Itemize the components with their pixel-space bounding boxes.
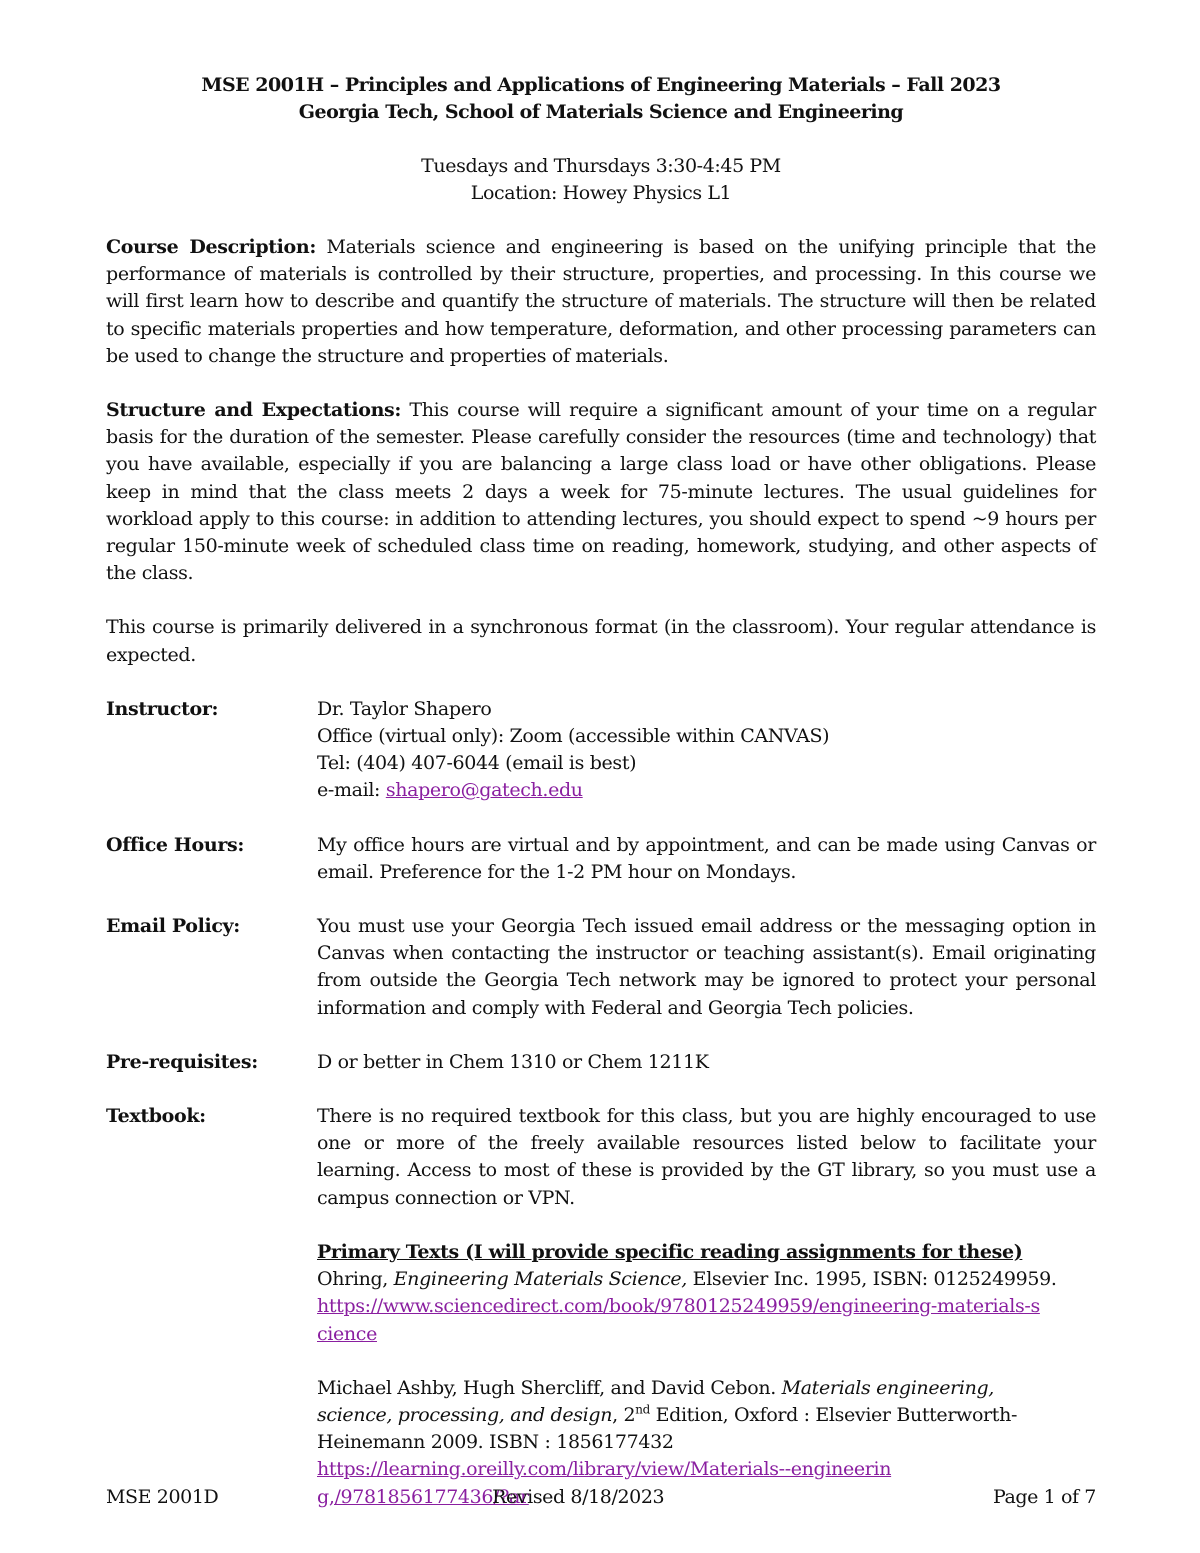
email-policy-section <box>106 913 1096 1022</box>
textbook-label: Textbook: <box>106 1105 206 1128</box>
class-location: Location: Howey Physics L1 <box>470 182 732 204</box>
school-title: Georgia Tech, School of Materials Science and Engineering <box>298 101 904 123</box>
footer-page-number: Page 1 of 7 <box>992 1486 1096 1508</box>
book1-author: Ohring, <box>317 1268 394 1291</box>
office-hours-section <box>106 832 1096 886</box>
book1-details: Elsevier Inc. 1995, ISBN: 0125249959. <box>686 1268 1057 1291</box>
footer-revised: Revised 8/18/2023 <box>492 1486 665 1508</box>
book2-edition-sup: nd <box>635 1402 650 1417</box>
footer-course-code: MSE 2001D <box>106 1486 219 1508</box>
textbook-details <box>317 1103 1096 1511</box>
course-title: MSE 2001H – Principles and Applications of Engineering Materials – Fall 2023 <box>201 74 1001 96</box>
instructor-tel: Tel: (404) 407-6044 (email is best) <box>317 752 637 775</box>
instructor-label: Instructor: <box>106 697 219 720</box>
textbook-section <box>106 1103 1096 1511</box>
instructor-name: Dr. Taylor Shapero <box>317 697 492 720</box>
email-policy-label: Email Policy: <box>106 915 240 938</box>
book2-title: Materials engineering, science, processing, and design <box>317 1376 994 1426</box>
instructor-section <box>106 696 1096 805</box>
book1-title: Engineering Materials Science, <box>393 1268 687 1291</box>
instructor-email-link[interactable]: shapero@gatech.edu <box>385 779 583 802</box>
book2-edition-post: Edition, Oxford : Elsevier Butterworth-Heinemann 2009. ISBN : 1856177432 <box>317 1403 1018 1454</box>
book2-edition-pre: , 2 <box>612 1403 636 1426</box>
textbook-text: There is no required textbook for this class, but you are highly encouraged to use one or more of the freely available resources listed below to facilitate your learning. Access to most of these is provided by the GT library, so you must use a campus connection or VPN. <box>317 1105 1096 1209</box>
instructor-email-line <box>317 777 1096 804</box>
prerequisites-section <box>106 1049 1096 1076</box>
office-hours-label: Office Hours: <box>106 833 244 856</box>
book2-link[interactable]: https://learning.oreilly.com/library/view/Materials--engineering,/9781856177436/?ar <box>317 1458 892 1508</box>
book2-authors: Michael Ashby, Hugh Shercliff, and David Cebon. <box>317 1376 782 1399</box>
syllabus-page <box>106 72 1096 1511</box>
course-description-text: Materials science and engineering is based on the unifying principle that the performance of materials is controlled by their structure, properties, and processing. In this course we will first learn how to describe and quantify the structure of materials. The structure will then be related to specific materials properties and how temperature, deformation, and other processing parameters can be used to change the structure and properties of materials. <box>106 236 1096 367</box>
instructor-details <box>317 696 1096 805</box>
schedule-block <box>106 153 1096 207</box>
office-hours-text: My office hours are virtual and by appointment, and can be made using Canvas or email. Preference for the 1-2 PM hour on Mondays. <box>317 833 1096 883</box>
prerequisites-text: D or better in Chem 1310 or Chem 1211K <box>317 1050 709 1073</box>
book1-link[interactable]: https://www.sciencedirect.com/book/9780125249959/engineering-materials-science <box>317 1295 1040 1345</box>
structure-expectations-text: This course will require a significant amount of your time on a regular basis for the duration of the semester. Please carefully consider the resources (time and technology) that you have available, especially if you are balancing a large class load or have other obligations. Please keep in mind that the class meets 2 days a week for 75-minute lectures. The usual guidelines for workload apply to this course: in addition to attending lectures, you should expect to spend ~9 hours per regular 150-minute week of scheduled class time on reading, homework, studying, and other aspects of the class. <box>106 399 1096 585</box>
course-description <box>106 234 1096 370</box>
course-description-label: Course Description: <box>106 236 316 258</box>
class-times: Tuesdays and Thursdays 3:30-4:45 PM <box>421 155 781 177</box>
page-footer <box>106 1484 1096 1511</box>
prerequisites-label: Pre-requisites: <box>106 1050 258 1073</box>
book1-citation <box>317 1266 1096 1293</box>
structure-expectations-label: Structure and Expectations: <box>106 399 402 422</box>
email-policy-text: You must use your Georgia Tech issued email address or the messaging option in Canvas when contacting the instructor or teaching assistant(s). Email originating from outside the Georgia Tech network may be ignored to protect your personal information and comply with Federal and Georgia Tech policies. <box>317 915 1096 1019</box>
primary-texts-heading: Primary Texts (I will provide specific reading assignments for these) <box>317 1240 1023 1263</box>
email-prefix: e-mail: <box>317 779 386 802</box>
structure-expectations <box>106 397 1096 587</box>
format-note: This course is primarily delivered in a synchronous format (in the classroom). Your regular attendance is expected. <box>106 616 1096 666</box>
book2-citation <box>317 1375 1096 1457</box>
book1-url-line <box>317 1293 1096 1347</box>
instructor-office: Office (virtual only): Zoom (accessible within CANVAS) <box>317 725 830 748</box>
